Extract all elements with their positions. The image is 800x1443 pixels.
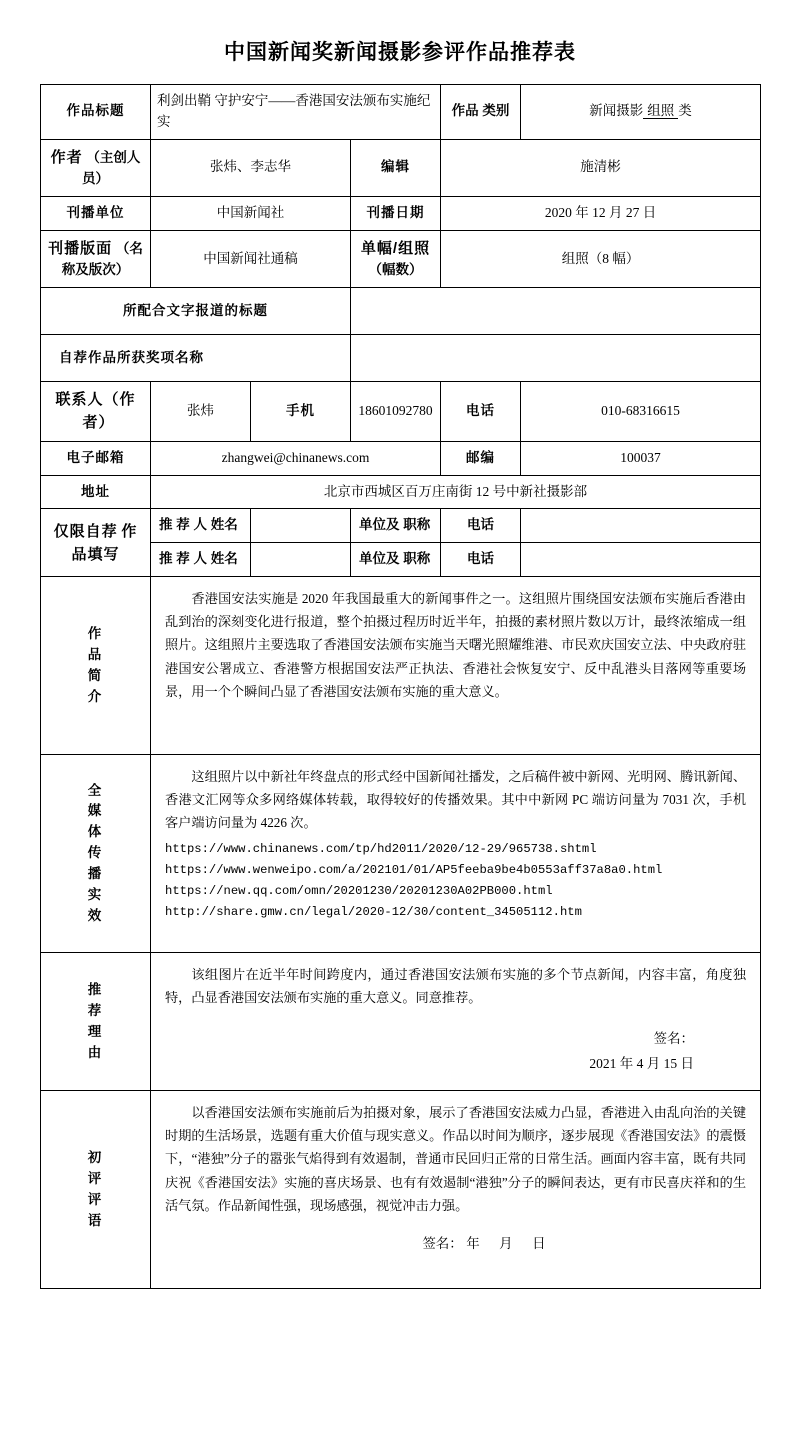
author-label-line1: 作者 — [50, 148, 83, 166]
contact-value[interactable]: 张炜 — [151, 382, 251, 442]
publisher-label: 刊播单位 — [41, 197, 151, 231]
category-value[interactable] — [521, 85, 761, 140]
mobile-value[interactable]: 18601092780 — [351, 382, 441, 442]
single-group-label-line2: （幅数） — [368, 262, 423, 278]
media-effect-label-c3: 体 — [87, 824, 104, 840]
recommender-name-label-1-line2: 姓名 — [210, 517, 238, 533]
recommender-name-label-2-line2: 姓名 — [210, 551, 238, 567]
recommender-name-label-2-line1: 推 荐 人 — [159, 551, 208, 567]
summary-label-c1: 作 — [87, 625, 104, 641]
media-effect-label-c5: 播 — [87, 866, 104, 882]
contact-label-line1: 联系人（作 — [55, 391, 136, 409]
first-review-label-c2: 评 — [87, 1170, 104, 1186]
layout-label-line1: 刊播版面 — [48, 239, 113, 257]
media-effect-link-3[interactable]: https://new.qq.com/omn/20201230/20201230A02PB000.html — [165, 883, 553, 898]
first-review-sign-label: 签名： — [422, 1235, 463, 1251]
table-row-publisher — [41, 197, 761, 231]
address-value[interactable]: 北京市西城区百万庄南街 12 号中新社摄影部 — [151, 475, 761, 509]
category-label-line2: 类别 — [482, 103, 510, 119]
companion-title-value[interactable] — [351, 288, 761, 335]
postcode-value[interactable]: 100037 — [521, 441, 761, 475]
recommender-phone-label-2: 电话 — [441, 543, 521, 577]
recommender-name-label-1-line1: 推 荐 人 — [159, 517, 208, 533]
recommend-reason-text[interactable]: 该组图片在近半年时间跨度内，通过香港国安法颁布实施的多个节点新闻，内容丰富，角度独特，凸显香港国安法颁布实施的重大意义。同意推荐。 — [165, 967, 747, 1006]
companion-title-label: 所配合文字报道的标题 — [41, 288, 351, 335]
table-row-work-title — [41, 85, 761, 140]
recommender-name-value-2[interactable] — [251, 543, 351, 577]
self-award-value[interactable] — [351, 335, 761, 382]
recommender-unit-label-2 — [351, 543, 441, 577]
contact-label-line2: 者） — [82, 414, 115, 432]
media-effect-cell — [151, 755, 761, 953]
self-recommend-label-line1: 仅限自荐 — [53, 522, 118, 540]
recommender-unit-label-1-line2: 职称 — [403, 517, 431, 533]
recommender-name-value-1[interactable] — [251, 509, 351, 543]
publish-date-value[interactable]: 2020 年 12 月 27 日 — [441, 197, 761, 231]
recommender-unit-label-2-line2: 职称 — [403, 551, 431, 567]
table-row-address — [41, 475, 761, 509]
category-underlined: 组照 — [643, 103, 678, 119]
recommender-unit-label-1 — [351, 509, 441, 543]
category-suffix: 类 — [678, 103, 692, 119]
publisher-value[interactable]: 中国新闻社 — [151, 197, 351, 231]
media-effect-text[interactable]: 这组照片以中新社年终盘点的形式经中国新闻社播发，之后稿件被中新网、光明网、腾讯新闻、香港文汇网等众多网络媒体转载，取得较好的传播效果。其中中新网 PC 端访问量为 7031 次，手机客户端访问量为 4226 次。 — [165, 769, 747, 831]
recommender-phone-label-1: 电话 — [441, 509, 521, 543]
editor-value[interactable]: 施清彬 — [441, 139, 761, 196]
summary-text[interactable]: 香港国安法实施是 2020 年我国最重大的新闻事件之一。这组照片围绕国安法颁布实施后香港由乱到治的深刻变化进行报道，整个拍摄过程历时近半年，拍摄的素材照片数以万计，最终浓缩成一组照片。这组照片主要选取了香港国安法颁布实施当天曙光照耀维港、市民欢庆国安立法、中央政府驻港国安公署成立、香港警方根据国安法严正执法、香港社会恢复安宁、反中乱港头目落网等重要场景，用一个个瞬间凸显了香港国安法颁布实施的重大意义。 — [165, 591, 747, 699]
media-effect-link-2[interactable]: https://www.wenweipo.com/a/202101/01/AP5feeba9be4b0553aff37a8a0.html — [165, 862, 663, 877]
single-group-label — [351, 230, 441, 287]
author-label — [41, 139, 151, 196]
summary-label — [41, 577, 151, 755]
recommendation-form-table — [40, 84, 761, 1289]
single-group-value[interactable]: 组照（8 幅） — [441, 230, 761, 287]
first-review-sign-date: 年 月 日 — [466, 1235, 549, 1251]
media-effect-link-4[interactable]: http://share.gmw.cn/legal/2020-12/30/content_34505112.htm — [165, 904, 582, 919]
media-effect-label-c2: 媒 — [87, 803, 104, 819]
recommend-reason-label-c3: 理 — [87, 1023, 104, 1039]
table-row-media-effect — [41, 755, 761, 953]
first-review-label — [41, 1091, 151, 1289]
recommend-reason-sign-date: 2021 年 4 月 15 日 — [589, 1055, 695, 1071]
first-review-label-c1: 初 — [87, 1149, 104, 1165]
media-effect-label-c7: 效 — [87, 908, 104, 924]
recommender-unit-label-1-line1: 单位及 — [359, 517, 400, 533]
table-row-layout — [41, 230, 761, 287]
summary-label-c3: 简 — [87, 667, 104, 683]
recommend-reason-label — [41, 953, 151, 1091]
author-label-line2: （主创人员） — [82, 149, 141, 187]
media-effect-label-c6: 实 — [87, 887, 104, 903]
table-row-contact — [41, 382, 761, 442]
layout-label — [41, 230, 151, 287]
table-row-companion-title — [41, 288, 761, 335]
phone-label: 电话 — [441, 382, 521, 442]
category-label — [441, 85, 521, 140]
media-effect-label-c1: 全 — [87, 782, 104, 798]
recommender-phone-value-1[interactable] — [521, 509, 761, 543]
author-value[interactable]: 张炜、李志华 — [151, 139, 351, 196]
page-title: 中国新闻奖新闻摄影参评作品推荐表 — [224, 41, 576, 64]
media-effect-links — [157, 839, 754, 925]
category-prefix: 新闻摄影 — [589, 103, 644, 119]
table-row-email — [41, 441, 761, 475]
recommender-unit-label-2-line1: 单位及 — [359, 551, 400, 567]
self-recommend-label — [41, 509, 151, 577]
table-row-author — [41, 139, 761, 196]
table-row-self-recommend-1 — [41, 509, 761, 543]
editor-label: 编辑 — [351, 139, 441, 196]
first-review-signature — [157, 1231, 754, 1257]
table-row-recommend-reason — [41, 953, 761, 1091]
postcode-label: 邮编 — [441, 441, 521, 475]
contact-label — [41, 382, 151, 442]
category-label-line1: 作品 — [451, 103, 479, 119]
first-review-text[interactable]: 以香港国安法颁布实施前后为拍摄对象，展示了香港国安法威力凸显，香港进入由乱向治的关键时期的生活场景，选题有重大价值与现实意义。作品以时间为顺序，逐步展现《香港国安法》的震慑下，“港独”分子的嚣张气焰得到有效遏制，普通市民回归正常的日常生活。画面内容丰富，既有共同庆祝《香港国安法》实施的喜庆场景、也有有效遏制“港独”分子的瞬间表达，更有市民喜庆祥和的生活气氛。作品新闻性强，现场感强，视觉冲击力强。 — [165, 1105, 747, 1213]
recommend-reason-sign-label: 签名： — [653, 1031, 695, 1047]
media-effect-link-1[interactable]: https://www.chinanews.com/tp/hd2011/2020/12-29/965738.shtml — [165, 841, 597, 856]
summary-label-c4: 介 — [87, 688, 104, 704]
email-label: 电子邮箱 — [41, 441, 151, 475]
recommender-name-label-1 — [151, 509, 251, 543]
publish-date-label: 刊播日期 — [351, 197, 441, 231]
self-award-label: 自荐作品所获奖项名称 — [41, 335, 351, 382]
recommender-phone-value-2[interactable] — [521, 543, 761, 577]
layout-label-line2: （名称及版次） — [61, 240, 143, 278]
summary-cell — [151, 577, 761, 755]
first-review-cell — [151, 1091, 761, 1289]
single-group-label-line1: 单幅/组照 — [360, 239, 431, 257]
media-effect-label-c4: 传 — [87, 845, 104, 861]
recommend-reason-cell — [151, 953, 761, 1091]
work-title-label: 作品标题 — [41, 85, 151, 140]
recommend-reason-label-c1: 推 — [87, 981, 104, 997]
table-row-first-review — [41, 1091, 761, 1289]
mobile-label: 手机 — [251, 382, 351, 442]
self-recommend-label-line2: 作品填写 — [71, 522, 138, 563]
recommend-reason-signature — [157, 1027, 754, 1076]
first-review-label-c4: 语 — [87, 1212, 104, 1228]
work-title-value[interactable]: 利剑出鞘 守护安宁——香港国安法颁布实施纪实 — [151, 85, 441, 140]
summary-label-c2: 品 — [87, 646, 104, 662]
first-review-label-c3: 评 — [87, 1191, 104, 1207]
phone-value[interactable]: 010-68316615 — [521, 382, 761, 442]
email-value[interactable]: zhangwei@chinanews.com — [151, 441, 441, 475]
recommend-reason-label-c2: 荐 — [87, 1002, 104, 1018]
layout-value[interactable]: 中国新闻社通稿 — [151, 230, 351, 287]
recommender-name-label-2 — [151, 543, 251, 577]
table-row-summary — [41, 577, 761, 755]
recommend-reason-label-c4: 由 — [87, 1044, 104, 1060]
address-label: 地址 — [41, 475, 151, 509]
media-effect-label — [41, 755, 151, 953]
table-row-self-award — [41, 335, 761, 382]
